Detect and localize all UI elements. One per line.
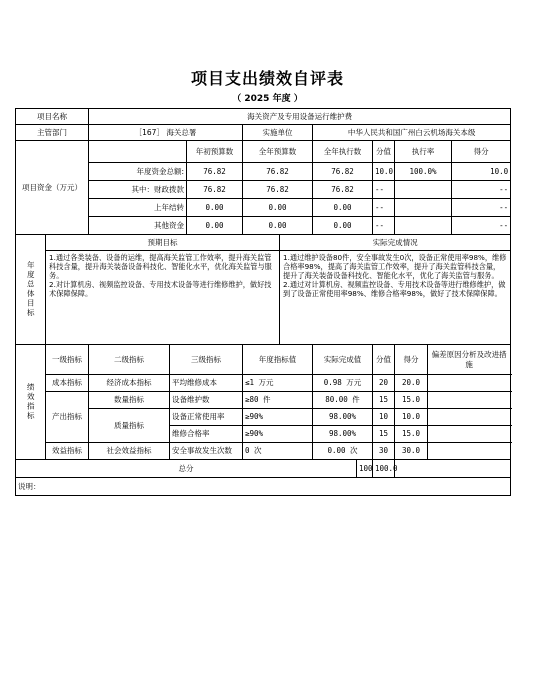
funds-row-budget-full: 76.82 (243, 163, 313, 181)
funds-row-budget-init: 76.82 (187, 163, 243, 181)
funds-row-budget-full: 0.00 (243, 217, 313, 235)
fiscal-year: （ 2025 年度 ） (232, 94, 303, 104)
funds-row-executed: 0.00 (313, 199, 373, 217)
perf-header-l3: 三级指标 (170, 345, 243, 375)
perf-row-target: ≥80 件 (243, 392, 313, 409)
funds-row-budget-full: 0.00 (243, 199, 313, 217)
expected-goals-header: 预期目标 (46, 235, 280, 251)
self-evaluation-table (15, 108, 511, 496)
funds-row-name: 年度资金总额: (89, 163, 187, 181)
funds-row-executed: 76.82 (313, 163, 373, 181)
perf-row-note (428, 409, 511, 426)
project-name-label: 项目名称 (16, 109, 89, 125)
remarks: 说明： (16, 478, 511, 496)
funds-row-budget-init: 0.00 (187, 199, 243, 217)
dept-value: ［167］ 海关总署 (89, 125, 243, 141)
perf-row-l3: 设备正常使用率 (170, 409, 243, 426)
perf-l1-benefit: 效益指标 (46, 443, 89, 460)
perf-row-weight: 20 (373, 375, 395, 392)
perf-header-l2: 二级指标 (89, 345, 170, 375)
perf-row-note (428, 426, 511, 443)
funds-header-executed: 全年执行数 (313, 141, 373, 163)
impl-unit-value: 中华人民共和国广州白云机场海关本级 (313, 125, 511, 141)
funds-row-executed: 76.82 (313, 181, 373, 199)
funds-row-score: -- (452, 181, 511, 199)
annual-goals-label: 年度总体目标 (16, 235, 46, 345)
funds-row-rate (395, 217, 452, 235)
dept-label: 主管部门 (16, 125, 89, 141)
perf-row-note (428, 375, 511, 392)
perf-row-l3: 设备维护数 (170, 392, 243, 409)
perf-l2-quantity: 数量指标 (89, 392, 170, 409)
perf-row-target: 0 次 (243, 443, 313, 460)
funds-row-name: 其中：财政拨款 (89, 181, 187, 199)
perf-row-note (428, 392, 511, 409)
funds-header-budget-init: 年初预算数 (187, 141, 243, 163)
funds-row-executed: 0.00 (313, 217, 373, 235)
perf-header-weight: 分值 (373, 345, 395, 375)
perf-row-weight: 10 (373, 409, 395, 426)
perf-row-l3: 平均维修成本 (170, 375, 243, 392)
perf-header-target: 年度指标值 (243, 345, 313, 375)
perf-header-note: 偏差原因分析及改进措施 (428, 345, 511, 375)
perf-row-weight: 30 (373, 443, 395, 460)
funds-row-rate: 100.0% (395, 163, 452, 181)
perf-l2-economic-cost: 经济成本指标 (89, 375, 170, 392)
funds-header-score: 得分 (452, 141, 511, 163)
funds-row-score: 10.0 (452, 163, 511, 181)
total-label: 总分 (16, 460, 357, 478)
funds-label: 项目资金（万元） (16, 141, 89, 235)
funds-row-budget-init: 0.00 (187, 217, 243, 235)
perf-row-score: 15.0 (395, 426, 428, 443)
funds-row-rate (395, 181, 452, 199)
funds-header-budget-full: 全年预算数 (243, 141, 313, 163)
actual-result-header: 实际完成情况 (280, 235, 511, 251)
funds-header-rate: 执行率 (395, 141, 452, 163)
perf-row-actual: 98.00% (313, 426, 373, 443)
funds-row-budget-full: 76.82 (243, 181, 313, 199)
perf-row-actual: 0.00 次 (313, 443, 373, 460)
perf-row-score: 10.0 (395, 409, 428, 426)
funds-row-rate (395, 199, 452, 217)
funds-row-score: -- (452, 217, 511, 235)
project-name-value: 海关资产及专用设备运行维护费 (89, 109, 511, 125)
perf-row-target: ≥90% (243, 426, 313, 443)
funds-row-budget-init: 76.82 (187, 181, 243, 199)
funds-row-score: -- (452, 199, 511, 217)
perf-row-actual: 0.98 万元 (313, 375, 373, 392)
total-weight: 100 (357, 460, 373, 478)
perf-l1-cost: 成本指标 (46, 375, 89, 392)
perf-row-weight: 15 (373, 426, 395, 443)
funds-row-weight: -- (373, 217, 395, 235)
perf-l2-quality: 质量指标 (89, 409, 170, 443)
funds-header-weight: 分值 (373, 141, 395, 163)
perf-header-score: 得分 (395, 345, 428, 375)
perf-row-target: ≤1 万元 (243, 375, 313, 392)
performance-indicators-label: 绩效指标 (16, 345, 46, 460)
perf-row-actual: 98.00% (313, 409, 373, 426)
funds-row-name: 其他资金 (89, 217, 187, 235)
perf-row-l3: 安全事故发生次数 (170, 443, 243, 460)
expected-goals-text: 1.通过各类装备、设备的运维，提高海关监管工作效率，提升海关监管科技含量，提升海关装备设备科技化、智能化水平，优化海关监管与服务。 2.对计算机房、视频监控设备、专用技术设备等进行维修维护，做好技术保障保障。 (46, 251, 280, 345)
funds-row-name: 上年结转 (89, 199, 187, 217)
actual-result-text: 1.通过维护设备80件，安全事故发生0次，设备正常使用率98%，维修合格率98%，提高了海关监管工作效率，提升了海关监管科技含量，提升了海关装备设备科技化、智能化水平，优化了海关监管与服务。 2.通过对计算机房、视频监控设备、专用技术设备等进行维修维护，做到了设备正常使用率98%、维修合格率98%，做好了技术保障保障。 (280, 251, 511, 345)
perf-header-actual: 实际完成值 (313, 345, 373, 375)
funds-row-weight: -- (373, 199, 395, 217)
total-score: 100.0 (373, 460, 395, 478)
perf-row-score: 30.0 (395, 443, 428, 460)
perf-row-target: ≥90% (243, 409, 313, 426)
funds-row-weight: -- (373, 181, 395, 199)
perf-l2-social-benefit: 社会效益指标 (89, 443, 170, 460)
page-title: 项目支出绩效自评表 (190, 69, 344, 88)
perf-row-score: 20.0 (395, 375, 428, 392)
perf-l1-output: 产出指标 (46, 392, 89, 443)
perf-header-l1: 一级指标 (46, 345, 89, 375)
funds-row-weight: 10.0 (373, 163, 395, 181)
impl-unit-label: 实施单位 (243, 125, 313, 141)
perf-row-weight: 15 (373, 392, 395, 409)
perf-row-l3: 维修合格率 (170, 426, 243, 443)
perf-row-note (428, 443, 511, 460)
perf-row-score: 15.0 (395, 392, 428, 409)
perf-row-actual: 80.00 件 (313, 392, 373, 409)
